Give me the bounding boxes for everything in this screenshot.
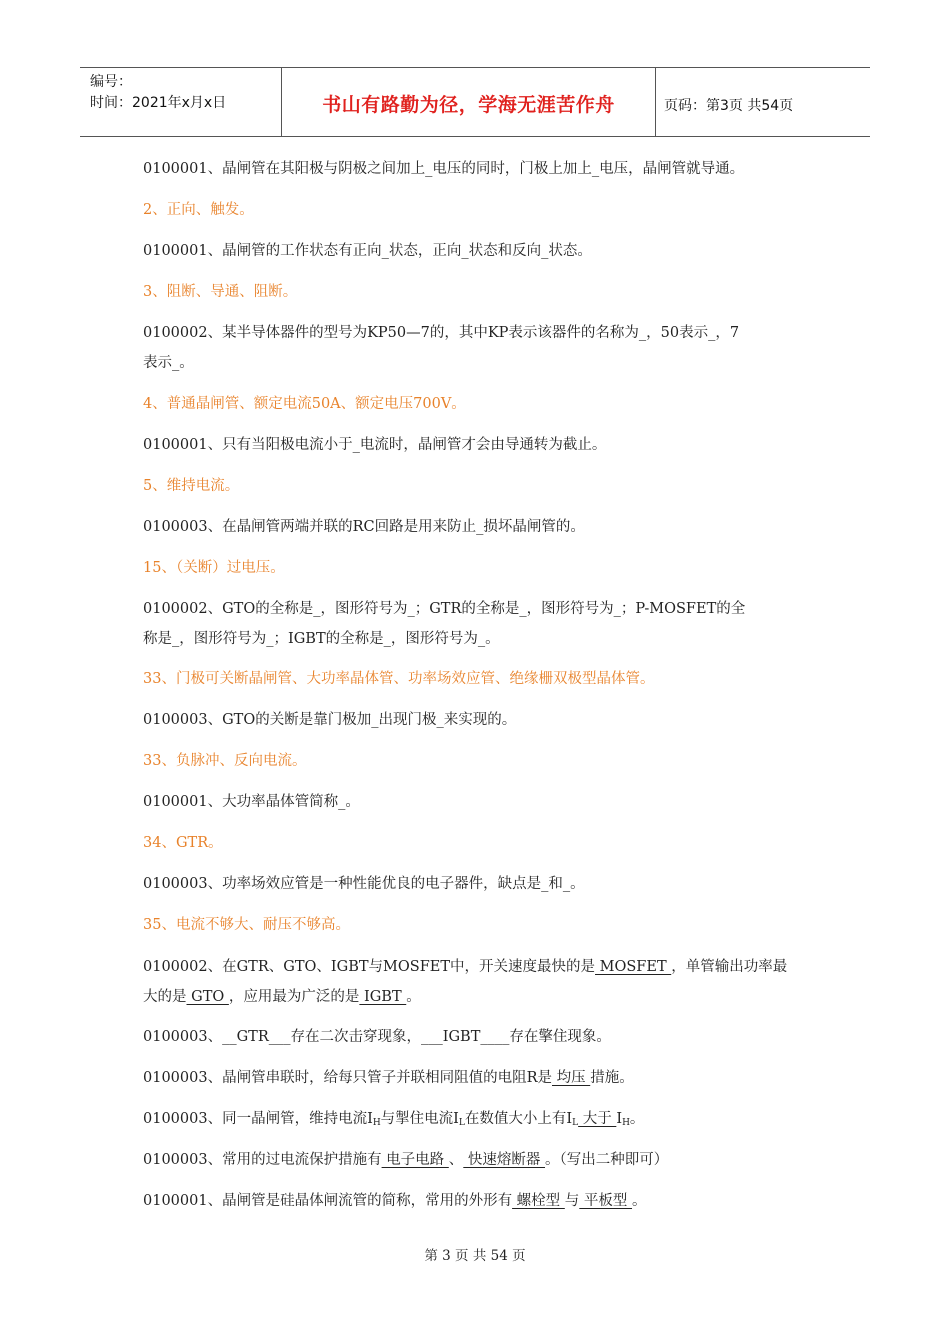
answer-line: 5、维持电流。: [143, 478, 240, 494]
answer-line: 4、普通晶闸管、额定电流50A、额定电压700V。: [143, 396, 466, 412]
question-text: 存在擎住现象。: [509, 1029, 611, 1045]
answer-line: 15、（关断）过电压。: [143, 560, 285, 576]
question-line: [143, 1145, 843, 1175]
question-text: 0100002、在GTR、GTO、IGBT与MOSFET中，开关速度最快的是: [143, 959, 596, 975]
question-line: 0100001、晶闸管在其阳极与阴极之间加上_电压的同时，门极上加上_电压，晶闸管就导通。: [143, 161, 745, 177]
question-text: 。: [629, 1111, 645, 1127]
question-text: 0100003、常用的过电流保护措施有: [143, 1152, 382, 1168]
subscript: L: [458, 1118, 465, 1128]
answer-fill: 电子电路: [381, 1152, 449, 1168]
answer-fill: 快速熔断器: [463, 1152, 546, 1168]
question-text: 。（写出二种即可）: [545, 1152, 669, 1168]
subscript: H: [372, 1118, 381, 1128]
question-text: 。: [632, 1193, 647, 1209]
header-right-cell: [656, 68, 870, 136]
header-left-cell: [80, 68, 280, 136]
question-line: 0100002、某半导体器件的型号为KP50—7的，其中KP表示该器件的名称为_，50表示_，7: [143, 325, 740, 341]
question-text: 存在二次击穿现象，: [290, 1029, 421, 1045]
question-line: 0100003、功率场效应管是一种性能优良的电子器件，缺点是_和_。: [143, 876, 585, 892]
question-line: 0100003、GTO的关断是靠门极加_出现门极_来实现的。: [143, 712, 517, 728]
page-header: [80, 67, 870, 137]
answer-fill: GTO: [186, 989, 229, 1005]
question-text: ，单管输出功率最: [671, 959, 788, 975]
answer-fill: ___IGBT____: [421, 1029, 510, 1045]
question-line: 0100002、GTO的全称是_，图形符号为_；GTR的全称是_，图形符号为_；P-MOSFET的全: [143, 601, 746, 617]
question-line: 0100003、在晶闸管两端并联的RC回路是用来防止_损坏晶闸管的。: [143, 519, 585, 535]
question-line: 0100001、大功率晶体管简称_。: [143, 794, 360, 810]
question-text: 与掣住电流I: [380, 1111, 459, 1127]
number-label: 编号：: [90, 74, 132, 90]
question-line: [143, 1022, 843, 1052]
answer-line: 33、门极可关断晶闸管、大功率晶体管、功率场效应管、绝缘栅双极型晶体管。: [143, 671, 655, 687]
question-line: 0100001、晶闸管的工作状态有正向_状态，正向_状态和反向_状态。: [143, 243, 592, 259]
header-page-label: 页码：第3页 共54页: [664, 98, 794, 114]
question-line: [143, 1104, 843, 1138]
question-text: 措施。: [590, 1070, 634, 1086]
answer-fill: 平板型: [579, 1193, 633, 1209]
answer-line: 2、正向、触发。: [143, 202, 254, 218]
question-line: 0100001、只有当阳极电流小于_电流时，晶闸管才会由导通转为截止。: [143, 437, 607, 453]
answer-line: 34、GTR。: [143, 835, 223, 851]
answer-fill: 螺栓型: [512, 1193, 565, 1209]
answer-fill: IGBT: [359, 989, 407, 1005]
question-text: 0100003、晶闸管串联时，给每只管子并联相同阻值的电阻R是: [143, 1070, 552, 1086]
question-text: I: [616, 1111, 623, 1127]
answer-line: 35、电流不够大、耐压不够高。: [143, 917, 350, 933]
answer-fill: 大于: [578, 1111, 617, 1127]
subscript: H: [622, 1118, 630, 1128]
header-motto: 书山有路勤为径，学海无涯苦作舟: [322, 94, 615, 116]
question-line: 称是_，图形符号为_；IGBT的全称是_，图形符号为_。: [143, 631, 500, 647]
subscript: L: [572, 1118, 579, 1128]
question-line: [143, 952, 843, 982]
answer-line: 33、负脉冲、反向电流。: [143, 753, 307, 769]
question-text: 。: [406, 989, 421, 1005]
question-line: [143, 1186, 843, 1216]
question-text: 、: [448, 1152, 464, 1168]
question-text: 大的是: [143, 989, 187, 1005]
page-footer: 第 3 页 共 54 页: [424, 1248, 526, 1264]
answer-fill: 均压: [552, 1070, 591, 1086]
question-text: 与: [564, 1193, 580, 1209]
time-label: 时间：2021年x月x日: [90, 95, 227, 111]
header-motto-cell: [281, 68, 656, 136]
question-line: 表示_。: [143, 355, 194, 371]
question-text: 0100003、同一晶闸管，维持电流I: [143, 1111, 373, 1127]
question-text: ，应用最为广泛的是: [228, 989, 360, 1005]
answer-line: 3、阻断、导通、阻断。: [143, 284, 298, 300]
answer-fill: MOSFET: [595, 959, 672, 975]
question-text: 在数值大小上有I: [464, 1111, 573, 1127]
question-text: 0100001、晶闸管是硅晶体闸流管的简称，常用的外形有: [143, 1193, 513, 1209]
question-line: [143, 1063, 843, 1093]
answer-fill: __GTR___: [222, 1029, 291, 1045]
question-line: [143, 982, 843, 1012]
question-text: 0100003、: [143, 1029, 223, 1045]
